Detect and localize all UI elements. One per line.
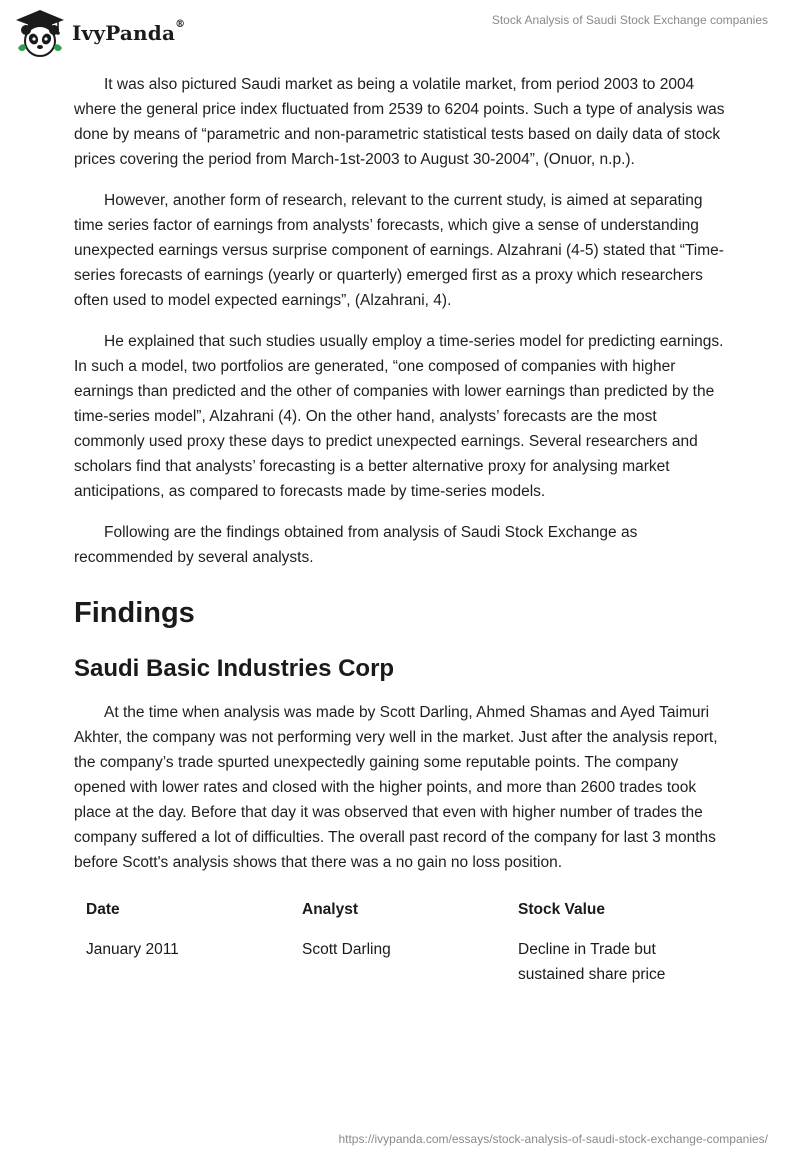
cell-stock-value: Decline in Trade but sustained share price — [518, 941, 666, 983]
cell-date: January 2011 — [86, 941, 179, 958]
analysis-table — [74, 891, 726, 989]
ivypanda-logo[interactable] — [14, 8, 185, 58]
document-title: Stock Analysis of Saudi Stock Exchange companies — [491, 13, 768, 27]
findings-paragraph: At the time when analysis was made by Scott Darling, Ahmed Shamas and Ayed Taimuri Akhter, the company was not performing very well in the market. Just after the analysis report, the company’s trade spurted unexpectedly gaining some reputable points. The company opened with lower rates and closed with the higher points, and more than 2600 trades took place at the day. Before that day it was observed that even with higher number of trades the company suffered a lot of difficulties. The overall past record of the company for last 3 months before Scott's analysis shows that there was a no gain no loss position. — [74, 704, 718, 871]
paragraph-4: Following are the findings obtained from analysis of Saudi Stock Exchange as recommended by several analysts. — [74, 524, 638, 566]
table-row — [74, 935, 726, 989]
page-header — [0, 0, 800, 62]
column-header-analyst: Analyst — [302, 901, 358, 918]
article-body — [74, 72, 726, 989]
brand-name: IvyPanda® — [72, 19, 186, 45]
company-subheading: Saudi Basic Industries Corp — [74, 655, 395, 682]
column-header-date: Date — [86, 901, 120, 918]
source-url-link[interactable]: https://ivypanda.com/essays/stock-analysis-of-saudi-stock-exchange-companies/ — [338, 1132, 768, 1146]
table-header-row — [74, 891, 726, 935]
cell-analyst: Scott Darling — [302, 941, 391, 958]
paragraph-1: It was also pictured Saudi market as being a volatile market, from period 2003 to 2004 where the general price index fluctuated from 2539 to 6204 points. Such a type of analysis was done by means of “parametric and non-parametric statistical tests based on daily data of stock prices covering the period from March-1st-2003 to August 30-2004”, (Onuor, n.p.). — [74, 76, 725, 168]
paragraph-2: However, another form of research, relevant to the current study, is aimed at separating time series factor of earnings from analysts’ forecasts, which give a sense of understanding unexpected earnings versus surprise component of earnings. Alzahrani (4-5) stated that “Time-series forecasts of earnings (yearly or quarterly) emerged first as a proxy which researchers often used to model expected earnings”, (Alzahrani, 4). — [74, 192, 724, 309]
paragraph-3: He explained that such studies usually employ a time-series model for predicting earnings. In such a model, two portfolios are generated, “one composed of companies with higher earnings than predicted and the other of companies with lower earnings than predicted by the time-series model”, Alzahrani (4). On the other hand, analysts’ forecasts are the most commonly used proxy these days to predict unexpected earnings. Several researchers and scholars find that analysts’ forecasting is a better alternative proxy for analysing market anticipations, as compared to forecasts made by time-series models. — [74, 333, 724, 500]
findings-heading: Findings — [74, 597, 195, 629]
column-header-stock-value: Stock Value — [518, 901, 606, 918]
panda-graduation-cap-icon — [14, 8, 66, 58]
